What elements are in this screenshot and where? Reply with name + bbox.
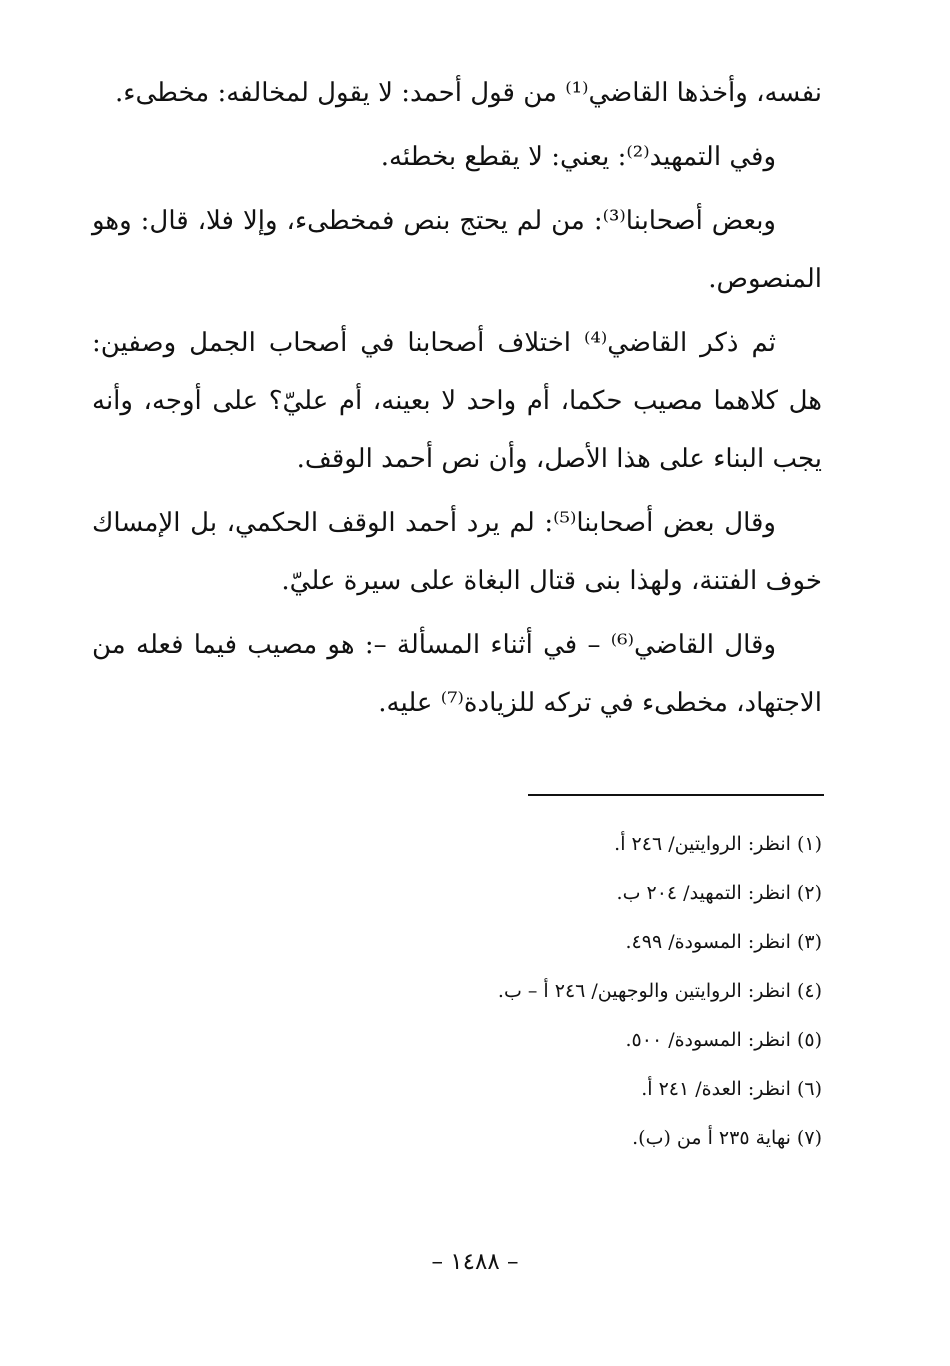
footnote-4: (٤) انظر: الروايتين والوجهين/ ٢٤٦ أ – ب. [497, 980, 822, 1002]
footnote-7: (٧) نهاية ٢٣٥ أ من (ب). [632, 1127, 822, 1149]
footnote-3: (٣) انظر: المسودة/ ٤٩٩. [625, 931, 822, 953]
footnote-divider [528, 794, 824, 796]
main-text [92, 64, 822, 738]
footnotes-section [300, 820, 822, 1163]
page-number: – ١٤٨٨ – [431, 1249, 519, 1275]
paragraph-5: وقال بعض أصحابنا⁽⁵⁾: لم يرد أحمد الوقف الحكمي، بل الإمساك خوف الفتنة، ولهذا بنى قتال البغاة على سيرة عليّ. [92, 508, 822, 596]
footnote-5: (٥) انظر: المسودة/ ٥٠٠. [625, 1029, 822, 1051]
footnote-6: (٦) انظر: العدة/ ٢٤١ أ. [641, 1078, 822, 1100]
paragraph-3: وبعض أصحابنا⁽³⁾: من لم يحتج بنص فمخطىء، وإلا فلا، قال: وهو المنصوص. [92, 206, 822, 294]
paragraph-6: وقال القاضي⁽⁶⁾ – في أثناء المسألة –: هو مصيب فيما فعله من الاجتهاد، مخطىء في تركه للزيادة⁽⁷⁾ عليه. [92, 630, 822, 718]
paragraph-2: وفي التمهيد⁽²⁾: يعني: لا يقطع بخطئه. [380, 142, 776, 172]
footnote-2: (٢) انظر: التمهيد/ ٢٠٤ ب. [616, 882, 822, 904]
paragraph-4: ثم ذكر القاضي⁽⁴⁾ اختلاف أصحابنا في أصحاب الجمل وصفين: هل كلاهما مصيب حكما، أم واحد لا بعينه، أم عليّ؟ على أوجه، وأنه يجب البناء على هذا الأصل، وأن نص أحمد الوقف. [92, 328, 822, 474]
paragraph-1: نفسه، وأخذها القاضي⁽¹⁾ من قول أحمد: لا يقول لمخالفه: مخطىء. [115, 78, 822, 108]
footnote-1: (١) انظر: الروايتين/ ٢٤٦ أ. [614, 833, 822, 855]
